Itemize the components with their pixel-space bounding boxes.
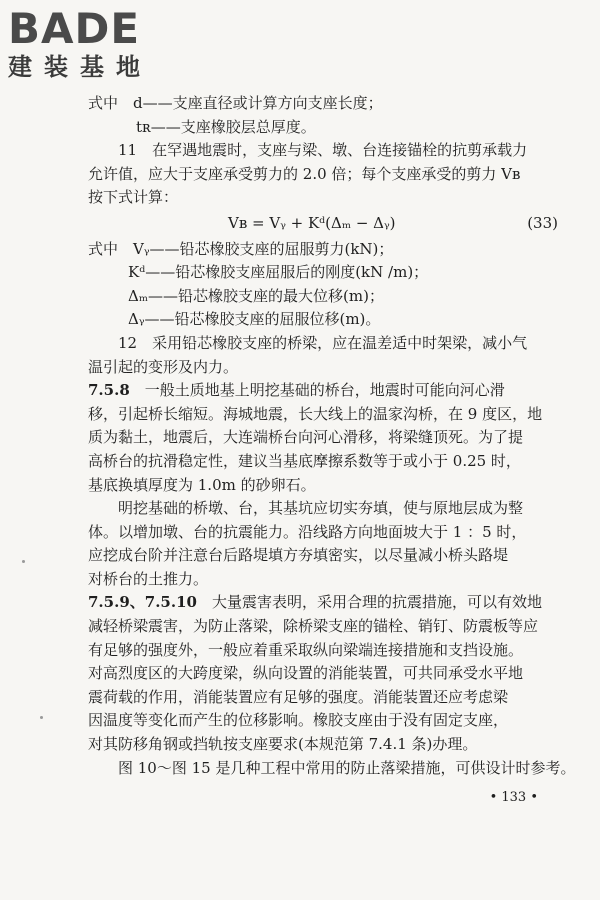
logo-chinese-text: 建装基地 [8,53,152,81]
formula-expression: Vʙ = Vᵧ + Kᵈ(Δₘ − Δᵧ) [228,213,396,232]
text-line: 11 在罕遇地震时，支座与梁、墩、台连接锚栓的抗剪承载力 [118,141,528,160]
text-line: 对高烈度区的大跨度梁，纵向设置的消能装置，可共同承受水平地 [88,664,524,683]
text-line: 大量震害表明，采用合理的抗震措施，可以有效地 [196,593,542,612]
text-line: 减轻桥梁震害，为防止落梁，除桥梁支座的锚栓、销钉、防震板等应 [88,617,539,636]
scan-speck [40,716,43,719]
text-line: 震荷载的作用，消能装置应有足够的强度。消能装置还应考虑梁 [88,687,509,706]
text-line: Δₘ——铅芯橡胶支座的最大位移(m)； [128,286,384,305]
text-line: tʀ——支座橡胶层总厚度。 [136,117,316,136]
text-line: 质为黏土，地震后，大连端桥台向河心滑移，将梁缝顶死。为了提 [88,428,524,447]
document-body [88,92,576,810]
text-line: 体。以增加墩、台的抗震能力。沿线路方向地面坡大于 1 ：5 时， [88,522,527,541]
text-line: 式中 d——支座直径或计算方向支座长度； [88,94,383,112]
text-line: 移，引起桥长缩短。海城地震，长大线上的温家沟桥，在 9 度区，地 [88,404,543,423]
text-line: Kᵈ——铅芯橡胶支座屈服后的刚度(kN /m)； [128,263,429,282]
text-line: 因温度等变化而产生的位移影响。橡胶支座由于没有固定支座， [88,711,509,730]
text-line: 明挖基础的桥墩、台，其基坑应切实夯填，使与原地层成为整 [118,499,524,518]
page-number: • 133 • [489,790,538,806]
text-line: 式中 Vᵧ——铅芯橡胶支座的屈服剪力(kN)； [88,239,394,258]
scan-speck [22,560,25,563]
text-line: 应挖成台阶并注意台后路堤填方夯填密实，以尽量减小桥头路堤 [88,546,509,565]
section-number: 7.5.8 [88,381,130,400]
text-line: 温引起的变形及内力。 [88,357,239,376]
text-line: 按下式计算： [88,188,179,207]
text-line: 图 10～图 15 是几种工程中常用的防止落梁措施，可供设计时参考。 [118,758,576,777]
text-line: 一般土质地基上明挖基础的桥台，地震时可能向河心滑 [129,381,505,400]
text-line: Δᵧ——铅芯橡胶支座的屈服位移(m)。 [128,310,381,329]
text-line: 基底换填厚度为 1.0m 的砂卵石。 [88,475,316,494]
text-line: 对桥台的土推力。 [88,569,209,588]
logo-text: BADE [8,4,141,53]
formula-33 [88,212,558,236]
formula-number: (33) [527,213,558,232]
text-line: 对其防移角钢或挡轨按支座要求(本规范第 7.4.1 条)办理。 [88,735,478,754]
section-number: 7.5.9、7.5.10 [88,593,197,612]
text-line: 高桥台的抗滑稳定性，建议当基底摩擦系数等于或小于 0.25 时， [88,451,521,470]
bade-logo [8,6,188,82]
text-line: 12 采用铅芯橡胶支座的桥梁，应在温差适中时架梁，减小气 [118,333,528,352]
text-line: 允许值，应大于支座承受剪力的 2.0 倍；每个支座承受的剪力 Vʙ [88,164,521,183]
text-line: 有足够的强度外，一般应着重采取纵向梁端连接措施和支挡设施。 [88,640,524,659]
